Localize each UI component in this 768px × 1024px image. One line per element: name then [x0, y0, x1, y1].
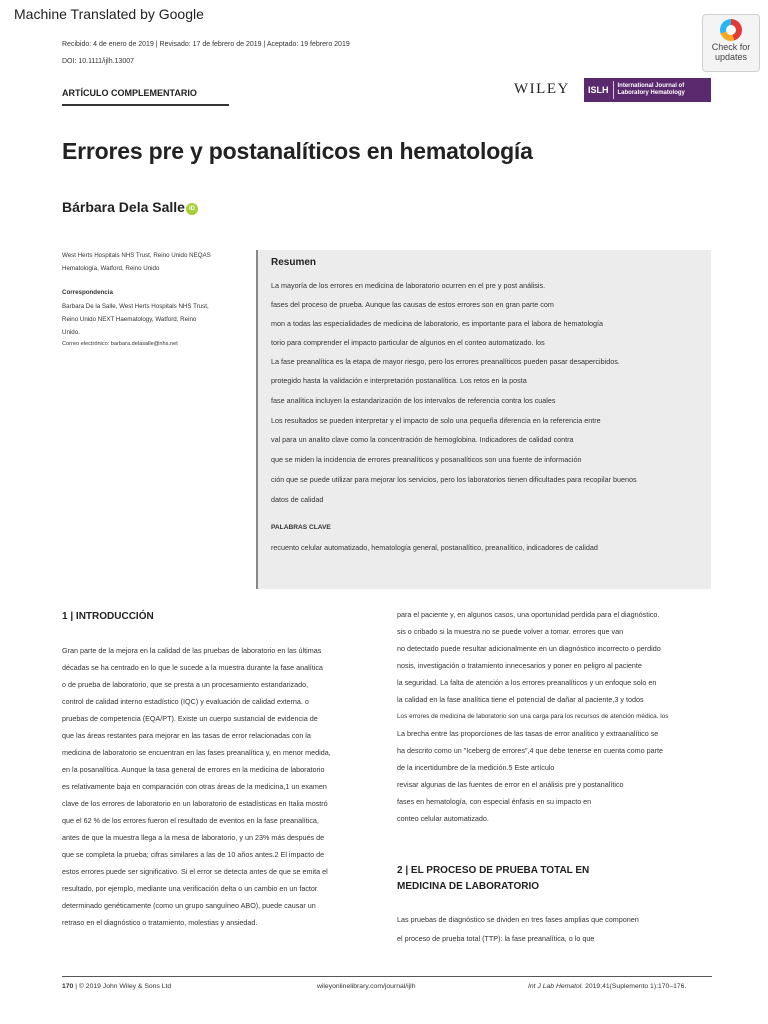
- abstract-line: fases del proceso de prueba. Aunque las causas de estos errores son en gran parte com: [271, 300, 554, 309]
- body-line: Gran parte de la mejora en la calidad de las pruebas de laboratorio en las últimas: [62, 646, 322, 655]
- footer-page: [62, 983, 171, 990]
- body-line: control de calidad interno estadístico (IQC) y evaluación de calidad externa. o: [62, 697, 309, 706]
- correspondence-line: Barbara De la Salle, West Herts Hospitals NHS Trust,: [62, 303, 209, 310]
- article-type: ARTÍCULO COMPLEMENTARIO: [62, 88, 197, 98]
- body-line: revisar algunas de las fuentes de error en el análisis pre y postanalítico: [397, 780, 624, 789]
- abstract-heading: Resumen: [271, 257, 317, 268]
- abstract-box: [256, 250, 711, 589]
- abstract-line: protegido hasta la validación e interpretación postanalítica. Los retos en la posta: [271, 376, 527, 385]
- body-line: décadas se ha centrado en lo que le sucede a la muestra durante la fase analítica: [62, 663, 323, 672]
- body-line: clave de los errores de laboratorio en un laboratorio de estadísticas en Italia mostró: [62, 799, 328, 808]
- affiliation-line: Hematología, Watford, Reino Unido: [62, 265, 160, 272]
- abstract-line: datos de calidad: [271, 495, 324, 504]
- body-line: estos errores puede ser significativo. Si el error se detecta antes de que se emita el: [62, 867, 328, 876]
- body-line: para el paciente y, en algunos casos, una oportunidad perdida para el diagnóstico.: [397, 610, 660, 619]
- body-line: nosis, investigación o tratamiento innecesarios y poner en peligro al paciente: [397, 661, 642, 670]
- page-number: 170: [62, 983, 74, 990]
- body-line: sis o cribado si la muestra no se puede volver a tomar. errores que van: [397, 627, 624, 636]
- body-line: es relativamente baja en comparación con otras áreas de la medicina,1 un examen: [62, 782, 327, 791]
- affiliation-line: West Herts Hospitals NHS Trust, Reino Unido NEQAS: [62, 252, 211, 259]
- abstract-line: torio para comprender el impacto particular de algunos en el conteo automatizado. los: [271, 338, 545, 347]
- keywords: recuento celular automatizado, hematología general, postanalítico, preanalítico, indicadores de calidad: [271, 543, 598, 552]
- abstract-line: que se miden la incidencia de errores preanalíticos y posanalíticos son una fuente de información: [271, 455, 582, 464]
- crossmark-icon: [720, 19, 742, 41]
- footer-citation: [528, 983, 686, 990]
- body-line: o de prueba de laboratorio, que se presta a un procesamiento estandarizado,: [62, 680, 309, 689]
- abstract-line: La fase preanalítica es la etapa de mayor riesgo, pero los errores preanalíticos pueden pasar desapercibidos.: [271, 357, 620, 366]
- body-line: que el 62 % de los errores fueron el resultado de eventos en la fase preanalítica,: [62, 816, 319, 825]
- body-line: de la incertidumbre de la medición.5 Este artículo: [397, 763, 555, 772]
- affiliation: [62, 249, 242, 275]
- article-type-rule: [62, 104, 229, 106]
- section-heading-introduction: 1 | INTRODUCCIÓN: [62, 611, 154, 622]
- keywords-heading: PALABRAS CLAVE: [271, 524, 331, 531]
- body-line: que las áreas restantes para mejorar en las tasas de error relacionadas con la: [62, 731, 311, 740]
- body-line: pruebas de competencia (EQA/PT). Existe un cuerpo sustancial de evidencia de: [62, 714, 318, 723]
- journal-url-link[interactable]: wileyonlinelibrary.com/journal/ijlh: [317, 983, 416, 990]
- body-line: medicina de laboratorio se encuentran en las fases preanalítica y, en menor medida,: [62, 748, 331, 757]
- body-line: en la posanalítica. Aunque la tasa general de errores en la medicina de laboratorio: [62, 765, 325, 774]
- section-heading-total-testing-process: 2 | EL PROCESO DE PRUEBA TOTAL EN: [397, 865, 590, 876]
- body-line: Los errores de medicina de laboratorio son una carga para los recursos de atención médica. los: [397, 713, 669, 720]
- journal-abbrev: Int J Lab Hematol.: [528, 983, 584, 990]
- body-line: la calidad en la fase analítica tiene el potencial de dañar al paciente,3 y todos: [397, 695, 644, 704]
- received-dates: Recibido: 4 de enero de 2019 | Revisado: 17 de febrero de 2019 | Aceptado: 19 febrero 2019: [62, 41, 350, 48]
- journal-name: International Journal of Laboratory Hematology: [617, 83, 685, 96]
- abstract-line: Los resultados se pueden interpretar y el impacto de solo una pequeña diferencia en la referencia entre: [271, 416, 601, 425]
- body-line: resultado, por ejemplo, mediante una verificación delta o un cambio en un factor: [62, 884, 318, 893]
- correspondence: [62, 300, 242, 339]
- abstract-line: ción que se puede utilizar para mejorar los servicios, pero los laboratorios tienen dificultades para recopilar buenos: [271, 475, 637, 484]
- body-line: el proceso de prueba total (TTP): la fase preanalítica, o lo que: [397, 934, 595, 943]
- abstract-line: La mayoría de los errores en medicina de laboratorio ocurren en el pre y post análisis.: [271, 281, 546, 290]
- footer-rule: [62, 976, 712, 977]
- abstract-line: val para un analito clave como la concentración de hemoglobina. Indicadores de calidad contra: [271, 435, 574, 444]
- correspondence-heading: Correspondencia: [62, 289, 113, 296]
- body-line: la seguridad. La falta de atención a los errores preanalíticos y un enfoque solo en: [397, 678, 657, 687]
- body-line: determinado genéticamente (como un grupo sanguíneo ABO), puede causar un: [62, 901, 316, 910]
- body-line: antes de que la muestra llega a la mesa de laboratorio, y un 23% más después de: [62, 833, 325, 842]
- copyright: | © 2019 John Wiley & Sons Ltd: [75, 983, 172, 990]
- author-name-text: Bárbara Dela Salle: [62, 199, 185, 215]
- body-line: conteo celular automatizado.: [397, 814, 489, 823]
- society-logo: ISLH: [584, 81, 614, 99]
- body-line: ha descrito como un "Iceberg de errores",4 que debe tenerse en cuenta como parte: [397, 746, 664, 755]
- body-line: retraso en el diagnóstico o tratamiento, molestias y ansiedad.: [62, 918, 258, 927]
- journal-logo: [584, 78, 711, 102]
- citation: 2019;41(Suplemento 1):170–176.: [585, 983, 687, 990]
- article-title: Errores pre y postanalíticos en hematología: [62, 138, 533, 164]
- check-for-updates-button[interactable]: [702, 14, 760, 72]
- machine-translated-banner: Machine Translated by Google: [14, 6, 204, 22]
- correspondence-line: Unido.: [62, 329, 80, 336]
- abstract-line: fase analítica incluyen la estandarización de los intervalos de referencia contra los cuales: [271, 396, 556, 405]
- check-for-updates-label: Check for updates: [711, 42, 751, 62]
- publisher-logo: WILEY: [514, 81, 570, 97]
- body-line: que se completa la prueba; cifras similares a las de 10 años antes.2 El impacto de: [62, 850, 325, 859]
- body-line: La brecha entre las proporciones de las tasas de error analítico y extraanalítico se: [397, 729, 659, 738]
- doi: DOI: 10.1111/ijlh.13007: [62, 58, 134, 65]
- section-heading-total-testing-process-line2: MEDICINA DE LABORATORIO: [397, 881, 540, 892]
- correspondence-line: Reino Unido NEXT Haematology, Watford, Reino: [62, 316, 197, 323]
- body-line: Las pruebas de diagnóstico se dividen en tres fases amplias que componen: [397, 915, 639, 924]
- abstract-line: mon a todas las especialidades de medicina de laboratorio, es importante para el labora de hematología: [271, 319, 604, 328]
- body-line: fases en hematología, con especial énfasis en su impacto en: [397, 797, 592, 806]
- body-line: no detectado puede resultar adicionalmente en un diagnóstico incorrecto o perdido: [397, 644, 661, 653]
- orcid-icon[interactable]: iD: [186, 203, 198, 215]
- author-name: [62, 199, 198, 215]
- email-link[interactable]: Correo electrónico: barbara.delasalle@nhs.net: [62, 341, 178, 347]
